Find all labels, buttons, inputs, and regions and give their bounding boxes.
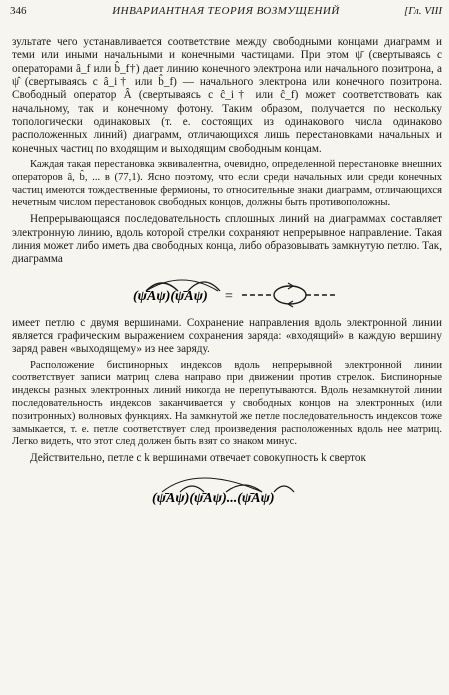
loop-diagram-figure <box>12 267 442 317</box>
paragraph-4: имеет петлю с двумя вершинами. Сохранение направления вдоль электронной линии является графическим выражением сохранения заряда: «входящий» в каждую вершину заряд равен «выходящему» из нее заряду. <box>12 316 442 356</box>
svg-text:(ψ̄Aψ)(ψ̄Aψ): (ψ̄Aψ)(ψ̄Aψ) <box>133 288 208 304</box>
page-body <box>12 36 442 514</box>
equation-loop-diagram <box>12 267 442 317</box>
running-title: ИНВАРИАНТНАЯ ТЕОРИЯ ВОЗМУЩЕНИЙ <box>112 5 340 17</box>
chapter-label: [Гл. VIII <box>404 5 442 17</box>
paragraph-6: Действительно, петле с k вершинами отвечает совокупность k сверток <box>30 452 366 465</box>
paragraph-1: зультате чего устанавливается соответствие между свободными концами диаграмм и теми или иными начальными и конечными частицами. При этом ψ̄ (свертываясь с операторами â_f или b̂_f†) дает линию конечного электрона или начального позитрона, а ψ̂ (свертываясь с â_i† или b̂_f) — начального электрона или конечного позитрона. Свободный оператор Â (свертываясь с ĉ_i† или ĉ_f) может соответствовать как начальному, так и конечному фотону. Таким образом, получается по нескольку топологически одинаковых (т. е. состоящих из одинакового числа одинаково расположенных линий) диаграмм, отличающихся лишь перестановками начальных и конечных частиц по входящим и выходящим свободным концам. <box>12 36 442 155</box>
page-number: 346 <box>10 5 27 17</box>
paragraph-2: Каждая такая перестановка эквивалентна, очевидно, определенной перестановке внешних операторов â, b̂, ... в (77,1). Ясно поэтому, что если среди начальных или среди конечных частиц имеются тождественные фермионы, то относительные знаки диаграмм, отличающихся нечетным числом перестановок свободных концов, должны быть противоположны. <box>12 159 442 209</box>
equation-loop-contractions <box>12 466 442 514</box>
contractions-figure <box>12 466 442 514</box>
svg-text:(ψ̄Aψ)(ψ̄Aψ)...(ψ̄Aψ): (ψ̄Aψ)(ψ̄Aψ)...(ψ̄Aψ) <box>152 490 275 506</box>
paragraph-5: Расположение биспинорных индексов вдоль непрерывной электронной линии соответствует записи матриц слева направо при движении против стрелок. Биспинорные индексы разных электронных линий никогда не перепутываются. Вдоль незамкнутой линии последовательность индексов заканчивается у свободных концов на электронных (или позитронных) волновых функциях. На замкнутой же петле последовательность индексов тоже замыкается, т. е. петле соответствует след произведения расположенных вдоль нее матриц. Легко видеть, что этот след должен быть взят со знаком минус. <box>12 359 442 448</box>
paragraph-3: Непрерывающаяся последовательность сплошных линий на диаграммах составляет электронную линию, вдоль которой стрелки сохраняют непрерывное направление. Такая линия может либо иметь два свободных конца, либо образовывать замкнутую петлю. Так, диаграмма <box>12 213 442 266</box>
page-header <box>10 5 442 23</box>
svg-text:=: = <box>225 288 233 304</box>
